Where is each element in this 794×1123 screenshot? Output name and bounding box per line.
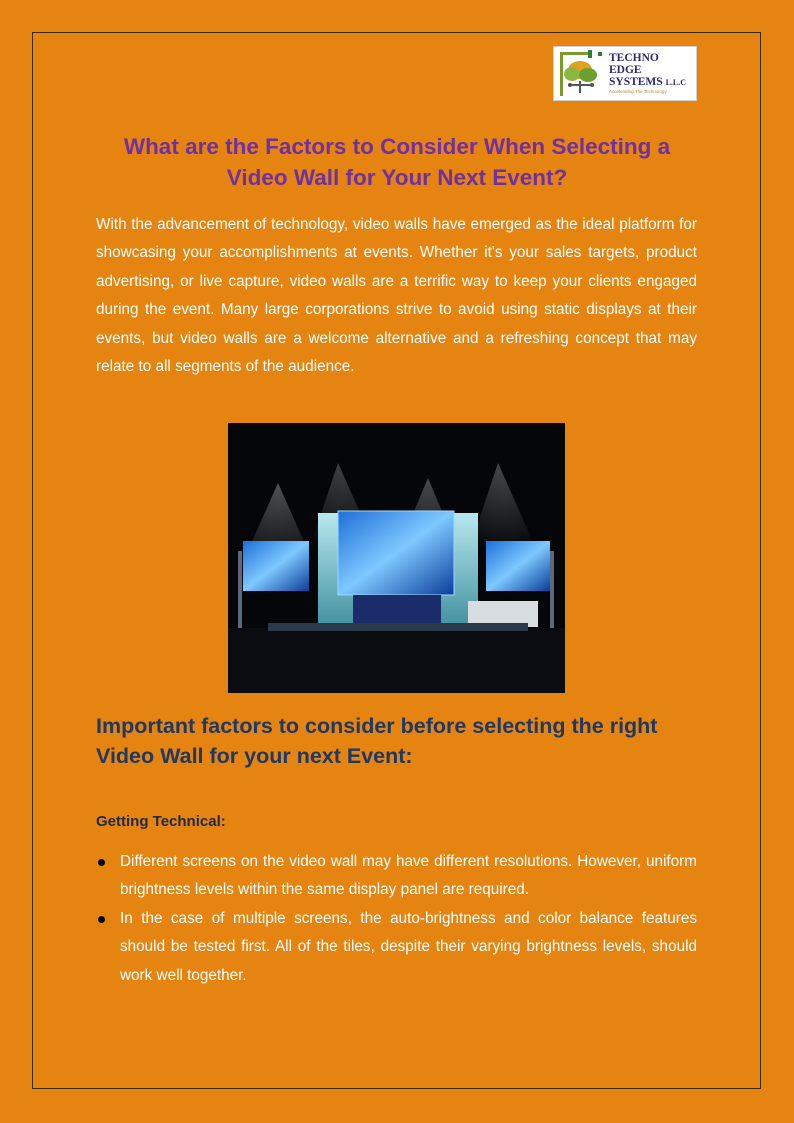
logo-text-edge: EDGE bbox=[609, 64, 642, 76]
list-item bbox=[96, 905, 697, 990]
logo-tagline: Accelerating The Technology bbox=[609, 89, 667, 94]
bullet-icon bbox=[98, 916, 105, 923]
stage-illustration bbox=[228, 423, 565, 693]
video-wall-stage-image bbox=[228, 423, 565, 693]
technical-bullet-list bbox=[96, 848, 697, 990]
logo-text-systems: SYSTEMS L.L.C bbox=[609, 76, 687, 88]
company-logo bbox=[553, 46, 697, 101]
page-title: What are the Factors to Consider When Selecting a Video Wall for Your Next Event? bbox=[123, 134, 671, 190]
subheading-getting-technical: Getting Technical: bbox=[96, 813, 226, 830]
intro-paragraph: With the advancement of technology, video walls have emerged as the ideal platform for showcasing your accomplishments at events. Whether it's your sales targets, product advertising, or live capture, video walls are a terrific way to keep your clients engaged during the event. Many large corporations strive to avoid using static displays at their events, but video walls are a welcome alternative and a refreshing concept that may relate to all segments of the audience. bbox=[96, 216, 697, 376]
list-item-text: Different screens on the video wall may have different resolutions. However, uniform brightness levels within the same display panel are required. bbox=[120, 853, 697, 899]
logo-text-techno: TECHNO bbox=[609, 52, 659, 64]
list-item bbox=[96, 848, 697, 905]
logo-text-llc: L.L.C bbox=[665, 78, 687, 87]
bullet-icon bbox=[98, 859, 105, 866]
section-heading: Important factors to consider before selecting the right Video Wall for your next Event: bbox=[96, 714, 658, 768]
logo-tree-icon bbox=[558, 50, 608, 98]
list-item-text: In the case of multiple screens, the auto-brightness and color balance features should be tested first. All of the tiles, despite their varying brightness levels, should work well together. bbox=[120, 909, 697, 984]
